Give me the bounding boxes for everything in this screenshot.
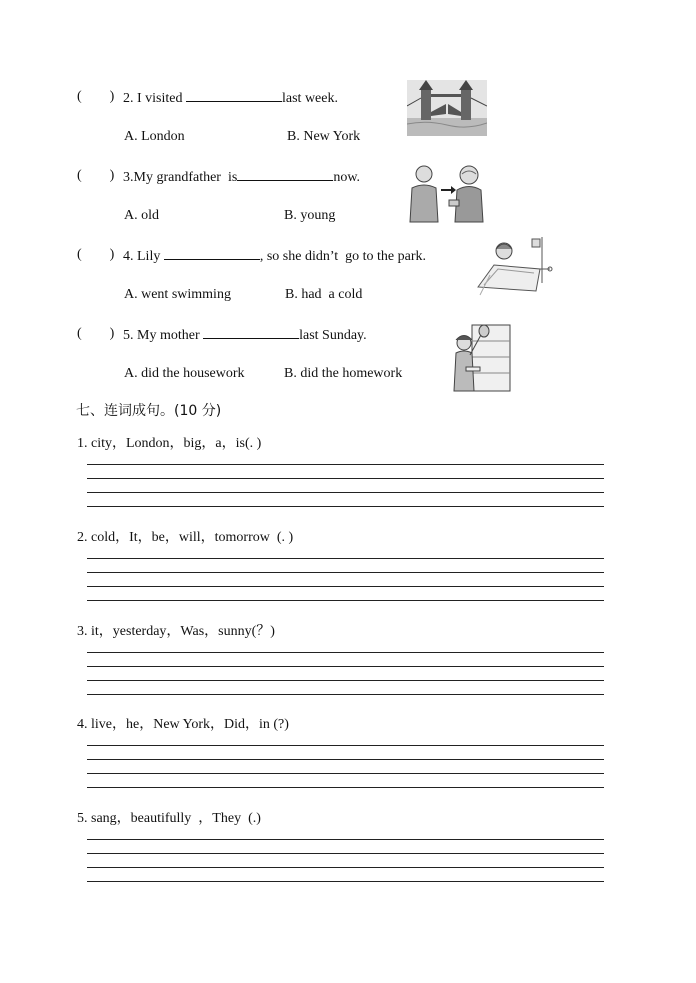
option-a: A. did the housework [124,366,245,381]
option-a: A. London [124,129,185,144]
question-text: 2. I visited last week. [123,91,338,106]
tower-bridge-picture [407,80,487,136]
question-text: 4. Lily , so she didn’t go to the park. [123,249,427,264]
option-a: A. old [124,208,159,223]
answer-paren[interactable]: ( ) [77,168,115,183]
question-text: 3.My grandfather is now. [123,170,361,185]
fill-blank[interactable] [237,168,333,181]
sentence-item-2: 2. cold，It，be，will，tomorrow (. ) [77,530,294,545]
option-a: A. went swimming [124,287,231,302]
answer-paren[interactable]: ( ) [77,247,115,262]
answer-paren[interactable]: ( ) [77,89,115,104]
question-text: 5. My mother last Sunday. [123,328,367,343]
sentence-item-3: 3. it，yesterday，Was，sunny(？) [77,624,275,639]
option-b: B. young [284,208,336,223]
sentence-item-5: 5. sang，beautifully ，They (.) [77,811,261,826]
grandfather-picture [407,162,487,224]
sentence-item-1: 1. city，London，big，a，is(. ) [77,436,262,451]
cleaning-window-picture [450,323,512,393]
option-b: B. had a cold [285,287,363,302]
fill-blank[interactable] [164,247,260,260]
answer-paren[interactable]: ( ) [77,326,115,341]
option-b: B. did the homework [284,366,403,381]
fill-blank[interactable] [186,89,282,102]
fill-blank[interactable] [203,326,299,339]
sentence-item-4: 4. live，he，New York，Did，in (?) [77,717,289,732]
option-b: B. New York [287,129,361,144]
section-title: 七、连词成句。(10 分) [76,403,222,419]
sick-in-bed-picture [476,235,554,299]
